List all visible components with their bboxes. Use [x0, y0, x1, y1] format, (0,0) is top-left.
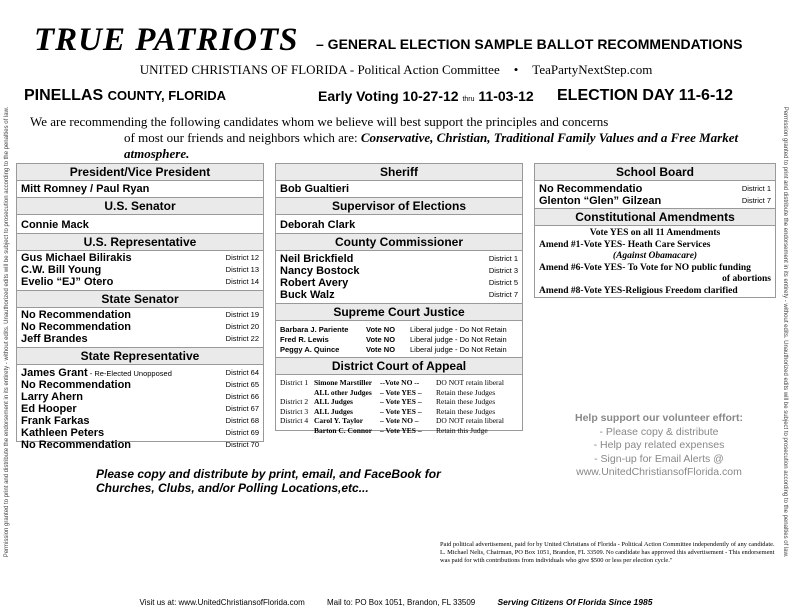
list-item: Robert Avery District 5	[280, 277, 518, 289]
list-item: Fred R. Lewis Vote NO Liberal judge - Do Not Retain	[280, 335, 507, 344]
county-name: PINELLAS	[24, 87, 104, 104]
amendment-6: Amend #6-Vote YES- To Vote for NO public funding	[539, 262, 751, 273]
help-url[interactable]: www.UnitedChristiansofFlorida.com	[576, 466, 742, 478]
early-voting-start: Early Voting 10-27-12	[318, 88, 459, 104]
commissioner-header: County Commissioner	[276, 233, 522, 251]
county-heading	[24, 87, 226, 105]
supervisor-header: Supervisor of Elections	[276, 197, 522, 215]
list-item: No Recommendation District 70	[21, 439, 259, 451]
right-permission-notice: Permission granted to print and distribute the endorsement in its entirety - without edits. Unauthorized edits will be subject to prosecution according to the penalties of law.	[782, 106, 788, 558]
list-item: James Grant - Re-Elected Unopposed District 64	[21, 366, 259, 379]
intro-line-1: We are recommending the following candidates whom we believe will best support the principles and concerns	[30, 114, 609, 129]
list-item: Jeff Brandes District 22	[21, 333, 259, 345]
list-item: Larry Ahern District 66	[21, 391, 259, 403]
list-item: Kathleen Peters District 69	[21, 427, 259, 439]
help-line-2: - Help pay related expenses	[593, 439, 725, 451]
appeal-court-header: District Court of Appeal	[276, 357, 522, 375]
list-item: Evelio “EJ” Otero District 14	[21, 276, 259, 288]
list-item: District 1 Simone Marstiller --Vote NO -- DO NOT retain liberal	[280, 378, 504, 387]
org-site: TeaPartyNextStep.com	[532, 62, 653, 77]
footer-mail: Mail to: PO Box 1051, Brandon, FL 33509	[327, 598, 476, 607]
list-item: Frank Farkas District 68	[21, 415, 259, 427]
intro-text	[30, 114, 770, 162]
list-item: Barbara J. Pariente Vote NO Liberal judge - Do Not Retain	[280, 325, 507, 334]
school-board-header: School Board	[535, 164, 775, 181]
commissioner-list	[276, 251, 522, 301]
list-item: No Recommendation District 19	[21, 309, 259, 321]
list-item: District 2 ALL Judges – Vote YES – Retain these Judges	[280, 397, 496, 407]
page-subtitle: – GENERAL ELECTION SAMPLE BALLOT RECOMMENDATIONS	[316, 36, 743, 52]
state-senator-list	[17, 308, 263, 345]
help-line-3: - Sign-up for Email Alerts @	[594, 452, 724, 465]
supreme-court-list	[276, 321, 522, 355]
early-voting-thru: thru	[462, 96, 475, 103]
list-item: District 4 Carol Y. Taylor – Vote NO – DO NOT retain liberal	[280, 416, 504, 426]
list-item: Buck Walz District 7	[280, 289, 518, 301]
amendments-all: Vote YES on all 11 Amendments	[589, 228, 721, 238]
us-senator-pick: Connie Mack	[21, 219, 89, 231]
state-senator-header: State Senator	[17, 290, 263, 308]
help-line-1: - Please copy & distribute	[599, 425, 719, 438]
list-item: ALL other Judges – Vote YES – Retain these Judges	[314, 387, 496, 397]
supervisor-pick: Deborah Clark	[280, 219, 356, 231]
president-header: President/Vice President	[17, 164, 263, 181]
county-suffix: COUNTY, FLORIDA	[107, 88, 227, 103]
sheriff-header: Sheriff	[276, 164, 522, 181]
help-heading: Help support our volunteer effort:	[575, 412, 743, 424]
early-voting-end: 11-03-12	[478, 88, 534, 104]
footer-serving: Serving Citizens Of Florida Since 1985	[497, 597, 653, 607]
list-item: No Recommendation District 65	[21, 379, 259, 391]
list-item: District 3 ALL Judges – Vote YES – Retain these Judges	[280, 406, 496, 416]
org-line	[0, 62, 792, 78]
president-pick: Mitt Romney / Paul Ryan	[21, 183, 150, 195]
list-item: Glenton “Glen” Gilzean District 7	[539, 195, 771, 207]
list-item: No Recommendation District 20	[21, 321, 259, 333]
amendment-8: Amend #8-Vote YES-Religious Freedom clarified	[539, 285, 738, 296]
supreme-court-header: Supreme Court Justice	[276, 303, 522, 321]
amendment-1-note: (Against Obamacare)	[612, 251, 698, 261]
election-day: ELECTION DAY 11-6-12	[557, 87, 734, 104]
appeal-court-list	[276, 375, 522, 436]
state-representative-list	[17, 365, 263, 451]
footer	[0, 597, 792, 607]
list-item: Barton C. Connor – Vote YES – Retain this Judge	[314, 425, 488, 435]
list-item: Nancy Bostock District 3	[280, 265, 518, 277]
school-board-list	[535, 181, 775, 207]
early-voting-dates	[318, 88, 534, 104]
amendments-list	[535, 226, 775, 297]
intro-line-2-text: of most our friends and neighbors which are:	[124, 130, 358, 145]
federal-state-column	[16, 163, 264, 451]
us-senator-header: U.S. Senator	[17, 197, 263, 215]
sheriff-pick: Bob Gualtieri	[280, 183, 350, 195]
school-amendments-column	[534, 163, 776, 298]
paid-ad-disclaimer: Paid political advertisement, paid for by United Christians of Florida - Political Action Committee independently of any candidate. L. Michael Nelis, Chairman, PO Box 1051, Brandon, FL 33509. No candidate has approved this advertisement - This endorsement was paid for with contributions from individuals who give $500 or less per election cycle."	[440, 541, 775, 565]
bullet-separator: •	[513, 62, 519, 77]
intro-line-2	[30, 130, 770, 162]
list-item: Gus Michael Bilirakis District 12	[21, 252, 259, 264]
list-item: Ed Hooper District 67	[21, 403, 259, 415]
page-title: TRUE PATRIOTS	[34, 22, 299, 58]
left-permission-notice: Permission granted to print and distribute the endorsement in its entirety - without edits. Unauthorized edits will be subject to prosecution according to the penalties of law.	[4, 106, 10, 558]
copy-distribute-text: Please copy and distribute by print, email, and FaceBook for Churches, Clubs, and/or Polling Locations,etc...	[96, 467, 441, 495]
footer-visit[interactable]: Visit us at: www.UnitedChristiansofFlorida.com	[139, 598, 305, 607]
amendments-header: Constitutional Amendments	[535, 208, 775, 226]
org-name: UNITED CHRISTIANS OF FLORIDA - Political Action Committee	[139, 62, 500, 77]
state-representative-header: State Representative	[17, 347, 263, 365]
us-representative-list	[17, 251, 263, 288]
amendment-6-cont: of abortions	[722, 274, 771, 284]
list-item: Neil Brickfield District 1	[280, 253, 518, 265]
intro-values: Conservative, Christian, Traditional Family Values and a Free Market atmosphere.	[124, 130, 739, 161]
us-representative-header: U.S. Representative	[17, 233, 263, 251]
list-item: Peggy A. Quince Vote NO Liberal judge - Do Not Retain	[280, 345, 507, 354]
list-item: C.W. Bill Young District 13	[21, 264, 259, 276]
list-item: No Recommendatio District 1	[539, 183, 771, 195]
amendment-1: Amend #1-Vote YES- Heath Care Services	[539, 239, 711, 250]
volunteer-help	[548, 412, 770, 480]
county-judicial-column	[275, 163, 523, 435]
